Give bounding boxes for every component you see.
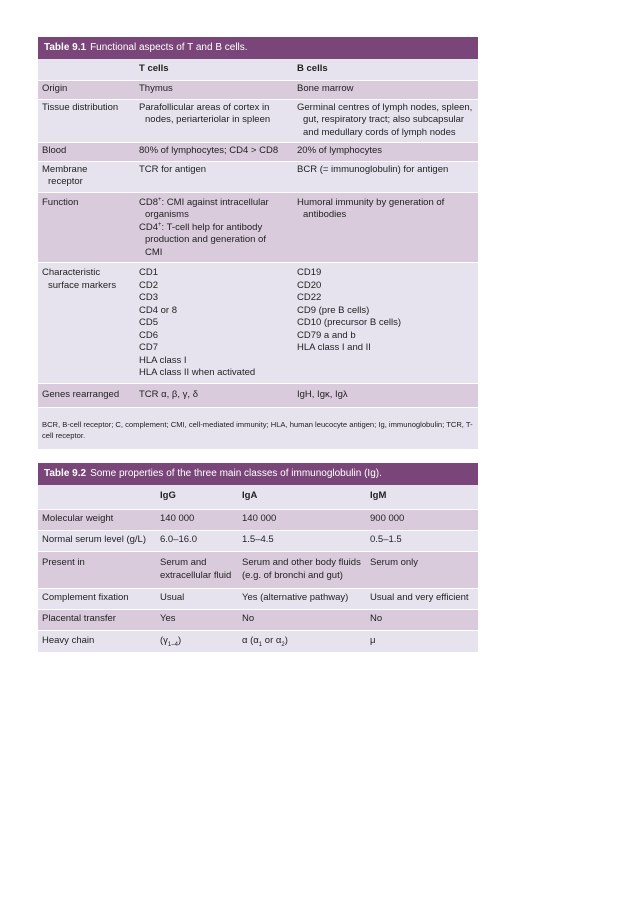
row-label: Blood [42, 145, 67, 156]
igg-value: Usual [160, 592, 185, 604]
table-9-1 [38, 37, 478, 449]
row-label: Characteristic surface markers [42, 267, 117, 291]
column-header-row [38, 59, 478, 81]
igm-value: 0.5–1.5 [370, 534, 402, 546]
table-footnote: BCR, B-cell receptor; C, complement; CMI, cell-mediated immunity; HLA, human leucocyte antigen; Ig, immunoglobulin; TCR, T-cell receptor. [38, 408, 478, 449]
row-label: Normal serum level (g/L) [42, 534, 146, 546]
row-label: Genes rearranged [42, 388, 120, 400]
table-title: Functional aspects of T and B cells. [90, 41, 248, 53]
iga-value: No [242, 613, 255, 625]
table-row [38, 193, 478, 264]
b-cell-value: CD19 CD20 CD22 CD9 (pre B cells) CD10 (precursor B cells) CD79 a and b HLA class I and II [297, 267, 401, 353]
column-header-empty [38, 67, 135, 72]
igm-value: No [370, 613, 383, 625]
table-row [38, 531, 478, 552]
t-cell-value: CD8+: CMI against intracellular organisms CD4+: T-cell help for antibody production and generation of CMI [139, 196, 269, 258]
table-9-1-header [38, 37, 478, 59]
table-number: Table 9.2 [44, 467, 87, 479]
t-cell-value: Parafollicular areas of cortex in nodes, periarteriolar in spleen [139, 101, 271, 125]
table-row [38, 263, 478, 384]
table-row [38, 552, 478, 589]
table-row [38, 589, 478, 610]
t-cell-value: TCR for antigen [139, 163, 207, 175]
t-cell-value: 80% of lymphocytes; CD4 > CD8 [139, 145, 279, 156]
igg-value: 140 000 [160, 513, 195, 525]
igg-value: 6.0–16.0 [160, 534, 197, 546]
table-title: Some properties of the three main classes of immunoglobulin (Ig). [90, 467, 382, 479]
column-header-b-cells: B cells [297, 62, 328, 74]
igg-value: $(\gamma_{1-4})$ [160, 634, 182, 648]
igm-value: 900 000 [370, 513, 405, 525]
b-cell-value: IgH, Igκ, Igλ [297, 388, 348, 400]
iga-value: Yes (alternative pathway) [242, 592, 349, 604]
t-cell-value: CD1 CD2 CD3 CD4 or 8 CD5 CD6 CD7 HLA class I HLA class II when activated [139, 267, 256, 378]
table-row [38, 162, 478, 193]
b-cell-value: Bone marrow [297, 83, 354, 94]
row-label: Tissue distribution [42, 101, 119, 113]
t-cell-value: TCR α, β, γ, δ [139, 388, 198, 400]
column-header-iga: IgA [242, 490, 258, 502]
row-label: Membrane receptor [42, 163, 88, 187]
iga-value: 1.5–4.5 [242, 534, 274, 546]
iga-value: Serum and other body fluids (e.g. of bronchi and gut) [242, 557, 361, 581]
table-row [38, 384, 478, 409]
row-label: Function [42, 196, 79, 208]
igm-value: Serum only [370, 557, 419, 568]
iga-value: α ($\alpha_1$ or $\alpha_2$) [242, 634, 288, 648]
t-cell-value: Thymus [139, 83, 173, 94]
column-header-igm: IgM [370, 490, 387, 502]
table-number: Table 9.1 [44, 41, 87, 53]
table-row [38, 610, 478, 631]
row-label: Heavy chain [42, 634, 95, 646]
table-row [38, 81, 478, 100]
table-row [38, 143, 478, 162]
b-cell-value: Humoral immunity by generation of antibodies [297, 196, 445, 220]
table-9-2-header [38, 463, 478, 485]
iga-value: 140 000 [242, 513, 277, 525]
row-label: Placental transfer [42, 613, 116, 625]
b-cell-value: Germinal centres of lymph nodes, spleen, gut, respiratory tract; also subcapsular and medullary cords of lymph nodes [297, 101, 473, 138]
column-header-row [38, 485, 478, 510]
row-label: Complement fixation [42, 592, 129, 604]
row-label: Origin [42, 83, 68, 94]
column-header-igg: IgG [160, 490, 176, 502]
row-label: Present in [42, 557, 85, 568]
table-row [38, 631, 478, 653]
b-cell-value: BCR (= immunoglobulin) for antigen [297, 163, 449, 175]
column-header-empty [38, 495, 156, 500]
table-row [38, 100, 478, 144]
row-label: Molecular weight [42, 513, 114, 525]
igm-value: μ [370, 634, 376, 646]
igm-value: Usual and very efficient [370, 592, 469, 604]
igg-value: Serum and extracellular fluid [160, 557, 232, 581]
b-cell-value: 20% of lymphocytes [297, 145, 383, 156]
column-header-t-cells: T cells [139, 62, 169, 74]
igg-value: Yes [160, 613, 176, 625]
table-row [38, 510, 478, 531]
table-9-2 [38, 463, 478, 653]
